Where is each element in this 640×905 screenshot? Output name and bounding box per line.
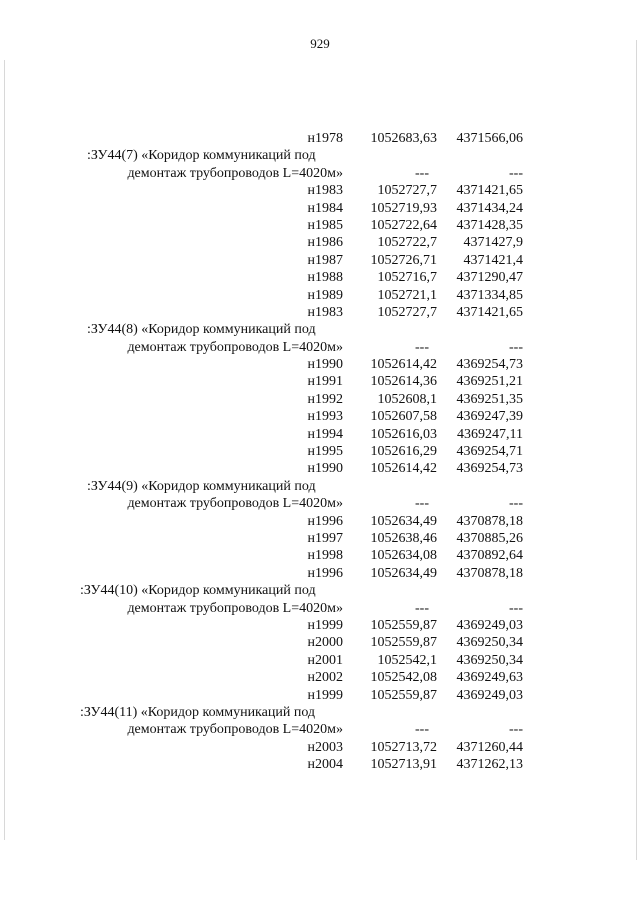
coord-y: 4369250,34 xyxy=(456,652,523,668)
table-row xyxy=(60,130,530,147)
dash-y: --- xyxy=(509,722,523,738)
section-title: :ЗУ44(10) «Коридор коммуникаций под xyxy=(80,583,316,599)
point-id: н1986 xyxy=(307,235,343,251)
coord-y: 4369254,71 xyxy=(456,444,523,460)
point-id: н1999 xyxy=(307,687,343,703)
section-title: :ЗУ44(7) «Коридор коммуникаций под xyxy=(87,148,316,164)
point-id: н1988 xyxy=(307,270,343,286)
point-id: н1994 xyxy=(307,426,343,442)
section-title: :ЗУ44(8) «Коридор коммуникаций под xyxy=(87,322,316,338)
point-id: н1990 xyxy=(307,357,343,373)
table-row xyxy=(60,356,530,373)
point-id: н1984 xyxy=(307,200,343,216)
point-id: н2004 xyxy=(307,757,343,773)
coord-x: 1052559,87 xyxy=(370,687,437,703)
coord-x: 1052634,49 xyxy=(370,565,437,581)
point-id: н1995 xyxy=(307,444,343,460)
point-id: н1998 xyxy=(307,548,343,564)
coord-y: 4369251,21 xyxy=(456,374,523,390)
coord-y: 4371428,35 xyxy=(456,217,523,233)
coord-x: 1052727,7 xyxy=(377,304,437,320)
coord-x: 1052722,64 xyxy=(370,217,437,233)
coord-y: 4369250,34 xyxy=(456,635,523,651)
point-id: н1993 xyxy=(307,409,343,425)
point-id: н1996 xyxy=(307,565,343,581)
table-row xyxy=(60,391,530,408)
section-title: :ЗУ44(9) «Коридор коммуникаций под xyxy=(87,478,316,494)
coord-x: 1052542,1 xyxy=(377,652,437,668)
table-row xyxy=(60,565,530,582)
coord-x: 1052683,63 xyxy=(370,131,437,146)
coord-y: 4371262,13 xyxy=(456,757,523,773)
table-row xyxy=(60,200,530,217)
table-row xyxy=(60,460,530,477)
coord-x: 1052713,91 xyxy=(370,757,437,773)
dash-x: --- xyxy=(415,339,429,355)
table-row xyxy=(60,304,530,321)
coord-y: 4371434,24 xyxy=(456,200,523,216)
coord-x: 1052559,87 xyxy=(370,635,437,651)
point-id: н2003 xyxy=(307,739,343,755)
point-id: н1997 xyxy=(307,530,343,546)
coord-x: 1052616,03 xyxy=(370,426,437,442)
coord-y: 4370892,64 xyxy=(456,548,523,564)
section-subtitle: демонтаж трубопроводов L=4020м» xyxy=(127,339,343,355)
coord-x: 1052608,1 xyxy=(377,391,437,407)
dash-x: --- xyxy=(415,496,429,512)
point-id: н1989 xyxy=(307,287,343,303)
point-id: н1996 xyxy=(307,513,343,529)
coord-x: 1052638,46 xyxy=(370,530,437,546)
coord-y: 4370878,18 xyxy=(456,513,523,529)
table-row xyxy=(60,547,530,564)
table-row xyxy=(60,234,530,251)
point-id: н2001 xyxy=(307,652,343,668)
coord-y: 4369249,03 xyxy=(456,617,523,633)
coord-y: 4371566,06 xyxy=(456,131,523,146)
section-subtitle-row xyxy=(60,339,530,356)
coord-x: 1052607,58 xyxy=(370,409,437,425)
table-row xyxy=(60,530,530,547)
coord-x: 1052614,36 xyxy=(370,374,437,390)
coord-y: 4370885,26 xyxy=(456,530,523,546)
coord-y: 4369251,35 xyxy=(456,391,523,407)
table-row xyxy=(60,513,530,530)
dash-y: --- xyxy=(509,165,523,181)
coord-x: 1052616,29 xyxy=(370,444,437,460)
section-subtitle-row xyxy=(60,721,530,738)
coord-y: 4371427,9 xyxy=(463,235,523,251)
point-id: н1999 xyxy=(307,617,343,633)
section-subtitle-row xyxy=(60,165,530,182)
coord-x: 1052559,87 xyxy=(370,617,437,633)
coord-y: 4369254,73 xyxy=(456,461,523,477)
table-row xyxy=(60,669,530,686)
coord-y: 4371421,4 xyxy=(463,252,523,268)
section-subtitle: демонтаж трубопроводов L=4020м» xyxy=(127,496,343,512)
table-row xyxy=(60,756,530,773)
point-id: н1991 xyxy=(307,374,343,390)
coord-x: 1052614,42 xyxy=(370,461,437,477)
point-id: н1987 xyxy=(307,252,343,268)
dash-x: --- xyxy=(415,722,429,738)
coord-x: 1052634,08 xyxy=(370,548,437,564)
dash-y: --- xyxy=(509,600,523,616)
table-row xyxy=(60,634,530,651)
coord-x: 1052634,49 xyxy=(370,513,437,529)
coord-x: 1052713,72 xyxy=(370,739,437,755)
coord-y: 4369247,11 xyxy=(457,426,523,442)
coord-y: 4369254,73 xyxy=(456,357,523,373)
section-subtitle-row xyxy=(60,600,530,617)
dash-y: --- xyxy=(509,339,523,355)
point-id: н1983 xyxy=(307,304,343,320)
coord-x: 1052614,42 xyxy=(370,357,437,373)
table-row xyxy=(60,373,530,390)
point-id: н2002 xyxy=(307,670,343,686)
table-row xyxy=(60,182,530,199)
table-row xyxy=(60,426,530,443)
left-margin-mark xyxy=(4,60,5,840)
table-row xyxy=(60,739,530,756)
coord-x: 1052719,93 xyxy=(370,200,437,216)
point-id: н1983 xyxy=(307,183,343,199)
point-id: н1992 xyxy=(307,391,343,407)
coord-y: 4369247,39 xyxy=(456,409,523,425)
section-subtitle: демонтаж трубопроводов L=4020м» xyxy=(127,722,343,738)
right-margin-mark xyxy=(636,40,637,860)
section-title: :ЗУ44(11) «Коридор коммуникаций под xyxy=(80,704,316,720)
table-row xyxy=(60,652,530,669)
table-row xyxy=(60,408,530,425)
coord-y: 4371421,65 xyxy=(456,304,523,320)
dash-x: --- xyxy=(415,165,429,181)
coord-y: 4369249,03 xyxy=(456,687,523,703)
coord-y: 4370878,18 xyxy=(456,565,523,581)
table-row xyxy=(60,287,530,304)
coord-x: 1052727,7 xyxy=(377,183,437,199)
dash-x: --- xyxy=(415,600,429,616)
page-number: 929 xyxy=(310,36,330,51)
coord-y: 4371334,85 xyxy=(456,287,523,303)
dash-y: --- xyxy=(509,496,523,512)
table-row xyxy=(60,269,530,286)
coord-x: 1052721,1 xyxy=(377,287,437,303)
section-subtitle: демонтаж трубопроводов L=4020м» xyxy=(127,165,343,181)
coord-x: 1052722,7 xyxy=(377,235,437,251)
coord-x: 1052716,7 xyxy=(377,270,437,286)
table-row xyxy=(60,252,530,269)
coord-x: 1052542,08 xyxy=(370,670,437,686)
section-subtitle: демонтаж трубопроводов L=4020м» xyxy=(127,600,343,616)
coord-y: 4371290,47 xyxy=(456,270,523,286)
table-row xyxy=(60,217,530,234)
coordinates-table xyxy=(60,130,530,773)
point-id: н1990 xyxy=(307,461,343,477)
point-id: н1985 xyxy=(307,217,343,233)
coord-x: 1052726,71 xyxy=(370,252,437,268)
coord-y: 4369249,63 xyxy=(456,670,523,686)
point-id: н2000 xyxy=(307,635,343,651)
table-row xyxy=(60,617,530,634)
table-row xyxy=(60,443,530,460)
point-id: н1978 xyxy=(307,131,343,146)
coord-y: 4371260,44 xyxy=(456,739,523,755)
coord-y: 4371421,65 xyxy=(456,183,523,199)
section-subtitle-row xyxy=(60,495,530,512)
table-row xyxy=(60,687,530,704)
